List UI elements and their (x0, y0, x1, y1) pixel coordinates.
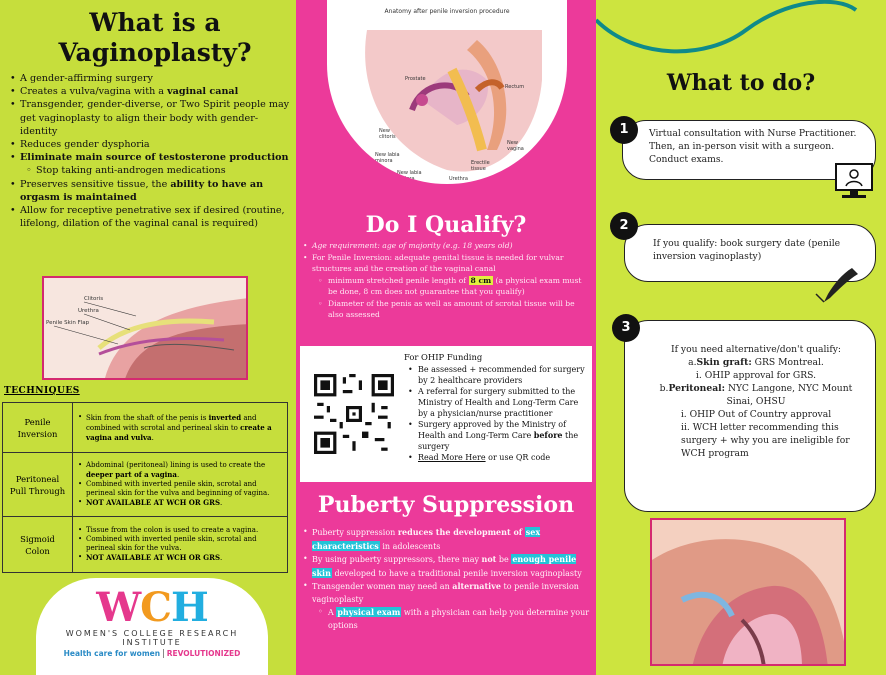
list-item: ◦ A physical exam with a physician can help you determine your options (302, 606, 592, 632)
anatomy-diagram (327, 0, 567, 184)
step-1: Virtual consultation with Nurse Practitioner. Then, an in-person visit with a surgeon. Conduct exams. (622, 120, 876, 180)
step-3: If you need alternative/don't qualify: a.Skin graft: GRS Montreal. i. OHIP approval for GRS. b.Peritoneal: NYC Langone, NYC Mount Sinai, OHSU i. OHIP Out of Country approval ii. WCH letter recommending this surgery + why you are ineligible for WCH program (624, 320, 876, 512)
anatomy-label-prostate: Prostate (405, 76, 426, 82)
step-2: If you qualify: book surgery date (penile inversion vaginoplasty) (624, 224, 876, 282)
technique-desc (73, 453, 288, 517)
list-item: • Read More Here or use QR code (406, 452, 590, 463)
list-item: ◦ Stop taking anti-androgen medications (8, 164, 290, 177)
penile-inversion-diagram (42, 276, 248, 380)
list-item: • Allow for receptive penetrative sex if desired (routine, lifelong, dilation of the vaginal canal is required) (8, 204, 290, 230)
table-row (3, 517, 288, 573)
diagram-label-clitoris: Clitoris (84, 296, 104, 302)
step-1-number: 1 (610, 116, 638, 144)
list-item: • Age requirement: age of majority (e.g. 18 years old) (302, 240, 592, 252)
ohip-funding-box (300, 346, 592, 482)
option-a-i: i. OHIP approval for GRS. (695, 370, 817, 381)
list-item: • Surgery approved by the Ministry of Health and Long-Term Care before the surgery (406, 419, 590, 452)
list-item: • NOT AVAILABLE AT WCH OR GRS. (77, 498, 283, 508)
technique-desc (73, 403, 288, 453)
option-b-i: i. OHIP Out of Country approval (680, 409, 832, 420)
table-row (3, 403, 288, 453)
qualify-title: Do I Qualify? (365, 212, 527, 238)
list-item: • Be assessed + recommended for surgery by 2 healthcare providers (406, 364, 590, 386)
list-item: • Creates a vulva/vagina with a vaginal canal (8, 85, 290, 98)
list-item: • Transgender women may need an alternative to penile inversion vaginoplasty (302, 580, 592, 606)
anatomy-model-illustration (652, 520, 846, 666)
list-item: ◦ minimum stretched penile length of 8 cm (a physical exam must be done, 8 cm does not guarantee that you qualify) (302, 275, 592, 298)
option-b-ii: ii. WCH letter recommending this surgery + why you are ineligible for WCH program (681, 422, 850, 459)
list-item: • Combined with inverted penile skin, scrotal and perineal skin for the vulva and beginning of vagina. (77, 480, 283, 498)
anatomy-label-urethra: Urethra (449, 176, 468, 182)
technique-desc (73, 517, 288, 573)
middle-panel (296, 0, 596, 675)
anatomy-label-labia-majora: New labia majora (397, 170, 422, 182)
ohip-list (406, 364, 590, 463)
list-item: • Skin from the shaft of the penis is inverted and combined with scrotal and perineal skin to create a vagina and vulva. (77, 413, 283, 443)
right-panel (596, 0, 886, 675)
technique-name: Penile Inversion (3, 403, 73, 453)
diagram-label-skin-flap: Penile Skin Flap (46, 320, 90, 326)
list-item: • For Penile Inversion: adequate genital tissue is needed for vulvar structures and the creation of the vaginal canal (302, 252, 592, 275)
ohip-title: For OHIP Funding (404, 352, 483, 362)
anatomy-photo (650, 518, 846, 666)
option-b: b.Peritoneal: NYC Langone, NYC Mount Sinai, OHSU (659, 383, 853, 407)
puberty-bullets (302, 526, 592, 632)
anatomy-label-labia-minora: New labia minora (375, 152, 400, 164)
pen-hand-icon (812, 264, 862, 304)
qualify-bullets (302, 240, 592, 321)
techniques-table (2, 402, 288, 573)
list-item: • Preserves sensitive tissue, the ability to have an orgasm is maintained (8, 178, 290, 204)
techniques-heading: TECHNIQUES (4, 386, 80, 396)
anatomy-label-vagina: New vagina (507, 140, 524, 152)
puberty-title: Puberty Suppression (317, 492, 575, 518)
anatomy-label-erectile-tissue: Erectile tissue (471, 160, 490, 172)
vaginoplasty-bullets (8, 72, 290, 230)
technique-name: Sigmoid Colon (3, 517, 73, 573)
computer-icon (832, 162, 876, 202)
list-item: • Eliminate main source of testosterone production (8, 151, 290, 164)
anatomy-label-rectum: Rectum (505, 84, 525, 90)
what-to-do-title: What to do? (666, 70, 816, 96)
list-item: • Combined with inverted penile skin, scrotal and perineal skin for the vulva. (77, 535, 283, 553)
list-item: • NOT AVAILABLE AT WCH OR GRS. (77, 553, 283, 563)
list-item: ◦ Diameter of the penis as well as amount of scrotal tissue will be also assessed (302, 298, 592, 321)
wch-logo (36, 578, 268, 675)
list-item: • A gender-affirming surgery (8, 72, 290, 85)
wch-logo-tagline: Health care for women REVOLUTIONIZED (63, 649, 241, 658)
decorative-swirl-icon (596, 0, 886, 60)
list-item: • Tissue from the colon is used to create a vagina. (77, 526, 283, 535)
list-item: • Puberty suppression reduces the development of sex characteristics in adolescents (302, 526, 592, 553)
list-item: • By using puberty suppressors, there may not be enough penile skin developed to have a traditional penile inversion vaginoplasty (302, 553, 592, 580)
list-item: • Reduces gender dysphoria (8, 138, 290, 151)
list-item: • Abdominal (peritoneal) lining is used to create the deeper part of a vagina. (77, 461, 283, 480)
read-more-link[interactable]: Read More Here (418, 453, 486, 462)
qr-code-icon[interactable] (314, 374, 394, 454)
option-a: a.Skin graft: GRS Montreal. (688, 357, 824, 368)
anatomy-label-clitoris: New clitoris (379, 128, 396, 140)
technique-name: Peritoneal Pull Through (3, 453, 73, 517)
anatomy-title: Anatomy after penile inversion procedure (384, 8, 510, 15)
anatomy-illustration (327, 0, 567, 184)
list-item: • A referral for surgery submitted to the Ministry of Health and Long-Term Care by a physician/nurse practitioner (406, 386, 590, 419)
table-row (3, 453, 288, 517)
vaginoplasty-title: What is a Vaginoplasty? (58, 8, 252, 67)
left-panel (0, 0, 296, 675)
wch-logo-mark: WCH (96, 584, 208, 631)
anatomy-illustration (44, 278, 248, 380)
list-item: • Transgender, gender-diverse, or Two Spirit people may get vaginoplasty to align their body with gender-identity (8, 98, 290, 138)
wch-logo-name: WOMEN'S COLLEGE RESEARCH INSTITUTE (65, 629, 239, 647)
step-3-number: 3 (612, 314, 640, 342)
step-2-number: 2 (610, 212, 638, 240)
diagram-label-urethra: Urethra (78, 308, 99, 314)
